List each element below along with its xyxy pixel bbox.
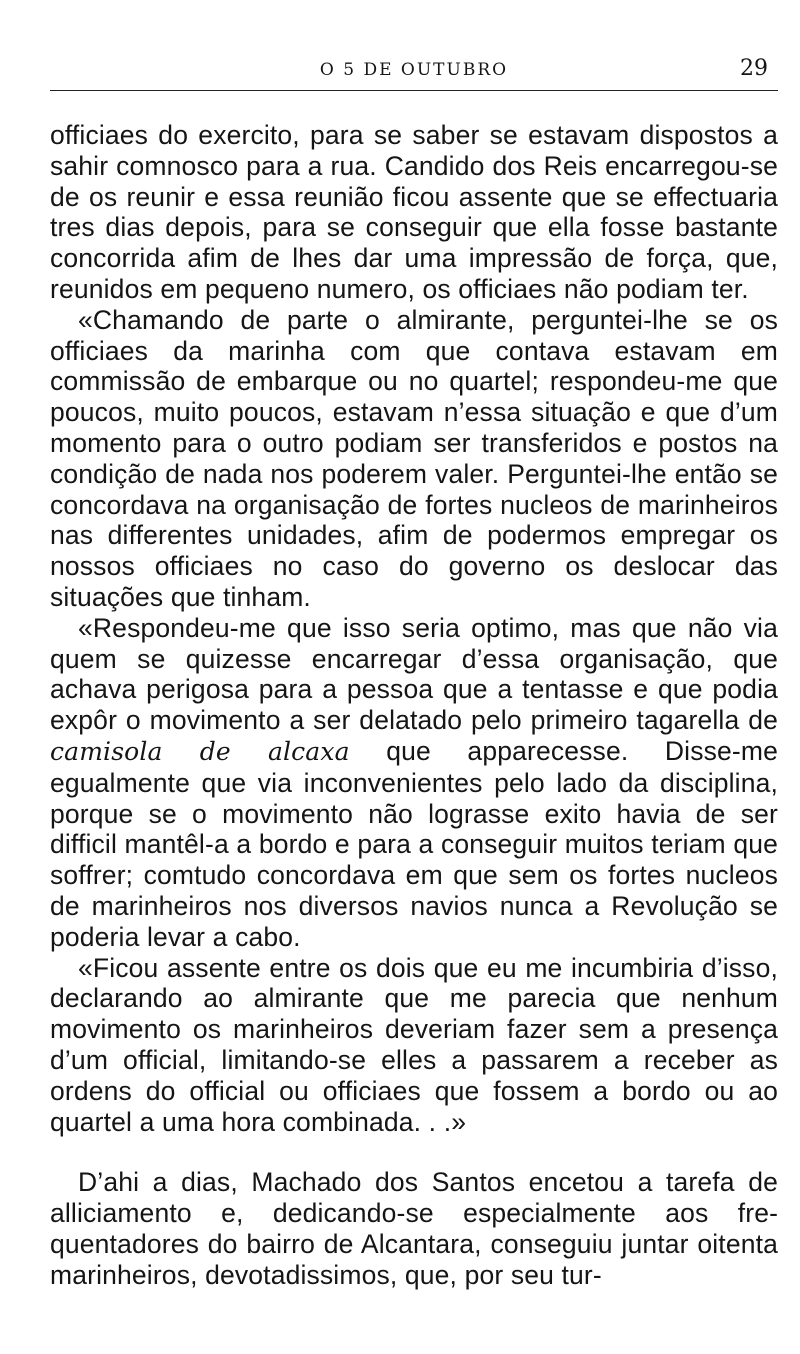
paragraph-3-start: «Respondeu-me que isso seria optimo, mas que não via quem se quizesse encarregar d’essa organisação, que achava perigosa para a pessoa que a tentasse e que podia expôr o movimento a ser delatado pelo primeiro tagarella de bbox=[50, 612, 778, 736]
paragraph-5: D’ahi a dias, Machado dos Santos encetou a tarefa de alliciamento e, dedicando-se especialmente aos frequentadores do bairro de Alcantara, conseguiu juntar oitenta marinheiros, devotadissimos, que, por seu tur- bbox=[50, 1167, 778, 1290]
page-number: 29 bbox=[740, 56, 768, 81]
paragraph-1: officiaes do exercito, para se saber se estavam dispostos a sahir comnosco para a rua. Candido dos Reis encarregou-se de os reunir e essa reunião ficou assente que se effectuaria tres dias depois, para se conseguir que ella fosse bastante concorrida afim de lhes dar uma impressão de força, que, reunidos em pequeno numero, os officiaes não podiam ter. bbox=[50, 120, 778, 304]
emphasis-phrase: camisola de alcaxa bbox=[50, 736, 350, 766]
paragraph-2: «Chamando de parte o almirante, perguntei-lhe se os officiaes da marinha com que contava estavam em commissão de embarque ou no quartel; respondeu-me que poucos, muito poucos, estavam n’essa situação e que d’um momento para o outro podiam ser transferidos e postos na condição de nada nos poderem valer. Perguntei-lhe então se concordava na organisação de fortes nucleos de marinheiros nas differentes unidades, afim de podermos empregar os nossos officiaes no caso do governo os deslocar das situações que tinham. bbox=[50, 304, 778, 612]
header-rule bbox=[50, 90, 778, 91]
running-title: O 5 DE OUTUBRO bbox=[319, 60, 509, 80]
running-header bbox=[48, 56, 780, 86]
paragraph-3-end: que apparecesse. Disse-me egualmente que via inconvenientes pelo lado da disciplina, porque se o movimento não lograsse exito havia de ser difficil mantêl-a a bordo e para a conseguir muitos teriam que soffrer; comtudo concordava em que sem os fortes nucleos de marinheiros nos diversos navios nunca a Revolução se poderia levar a cabo. bbox=[50, 735, 778, 952]
paragraph-3 bbox=[50, 613, 778, 953]
body-text bbox=[50, 120, 778, 1290]
paragraph-4: «Ficou assente entre os dois que eu me incumbiria d’isso, declarando ao almirante que me parecia que nenhum movimento os marinheiros deveriam fazer sem a presença d’um official, limitando-se elles a passarem a receber as ordens do official ou officiaes que fossem a bordo ou ao quartel a uma hora combinada. . .» bbox=[50, 952, 778, 1137]
